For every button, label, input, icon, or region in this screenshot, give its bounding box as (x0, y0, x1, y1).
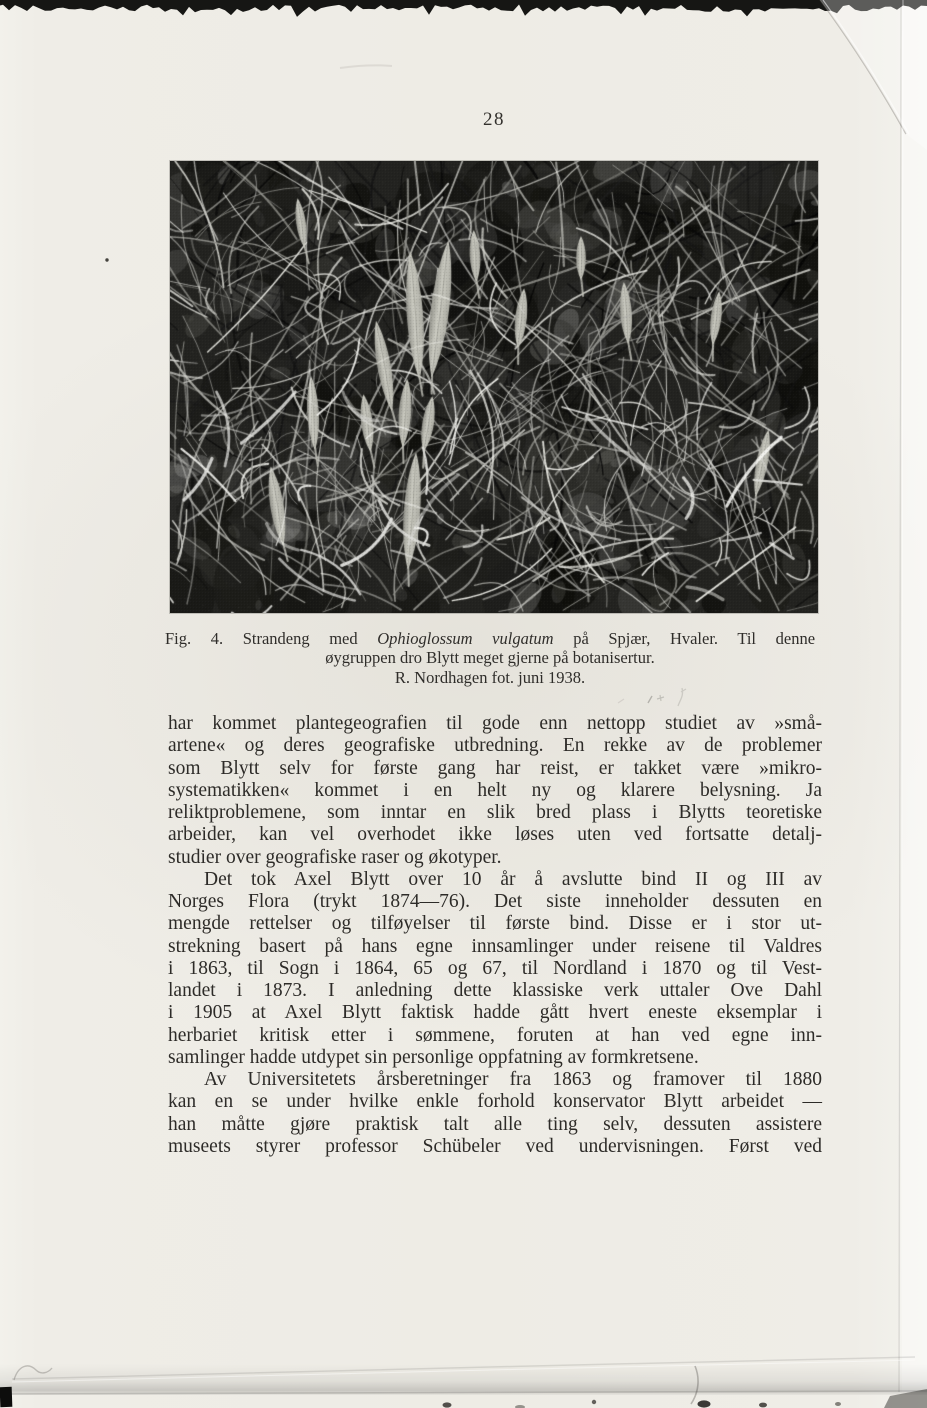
crease-squiggle (14, 1366, 52, 1380)
body-line: som Blytt selv for første gang har reist, er takket være »mikro- (168, 757, 822, 779)
caption-text: Fig. 4. Strandeng med (165, 629, 378, 648)
body-line: artene« og deres geografiske utbredning. En rekke av de problemer (168, 735, 822, 757)
figure-caption-line1 (165, 629, 815, 648)
corner-crease (820, 0, 906, 134)
body-line: reliktproblemene, som inntar en slik bred plass i Blytts teoretiske (168, 802, 822, 823)
body-line: samlinger hadde utdypet sin personlige oppfatning av formkretsene. (168, 1046, 699, 1068)
body-line: strekning basert på hans egne innsamlinger under reisene til Valdres (168, 935, 822, 957)
caption-species-name: Ophioglossum vulgatum (377, 629, 554, 648)
body-line: studier over geografiske raser og økotyper. (168, 846, 502, 868)
body-line: arbeider, kan vel overhodet ikke løses uten ved fortsatte detalj- (168, 824, 822, 846)
body-line: Det tok Axel Blytt over 10 år å avslutte bind II og III av (204, 868, 822, 890)
body-line: Norges Flora (trykt 1874—76). Det siste inneholder dessuten en (168, 891, 822, 912)
figure-caption-line2: øygruppen dro Blytt meget gjerne på botanisertur. (325, 648, 655, 668)
body-line: herbariet kritisk etter i sømmene, foruten at han ved egne inn- (168, 1024, 822, 1046)
body-line: har kommet plantegeografien til gode enn nettopp studiet av »små- (168, 713, 822, 734)
figure-caption-credit: R. Nordhagen fot. juni 1938. (394, 667, 586, 687)
torn-top-edge (0, 0, 927, 17)
body-text (168, 713, 822, 1158)
body-line: han måtte gjøre praktisk talt alle ting selv, dessuten assistere (168, 1113, 822, 1135)
figure-caption (165, 629, 815, 687)
body-line: i 1863, til Sogn i 1864, 65 og 67, til Nordland i 1870 og til Vest- (168, 957, 822, 979)
pencil-smudge (648, 696, 652, 703)
page-curl-mark (691, 1366, 698, 1404)
figure-photo (170, 161, 818, 613)
page-number: 28 (483, 109, 505, 130)
caption-text: på Spjær, Hvaler. Til denne (553, 629, 816, 648)
ink-speck (105, 258, 108, 261)
corner-notch (0, 1387, 12, 1407)
body-line: landet i 1873. I anledning dette klassiske verk uttaler Ove Dahl (168, 980, 822, 1001)
body-line: kan en se under hvilke enkle forhold konservator Blytt arbeidet — (168, 1091, 822, 1113)
body-line: Av Universitetets årsberetninger fra 1863 og framover til 1880 (204, 1069, 822, 1090)
page-right-edge (902, 0, 927, 1392)
bottom-fold-shadow (0, 1364, 927, 1395)
body-line: museets styrer professor Schübeler ved undervisningen. Først ved (168, 1135, 822, 1157)
body-line: systematikken« kommet i en helt ny og klarere belysning. Ja (168, 779, 822, 801)
body-line: mengde rettelser og tilføyelser til første bind. Disse er i stor ut- (168, 913, 822, 935)
body-line: i 1905 at Axel Blytt faktisk hadde gått hvert eneste eksemplar i (168, 1002, 822, 1024)
